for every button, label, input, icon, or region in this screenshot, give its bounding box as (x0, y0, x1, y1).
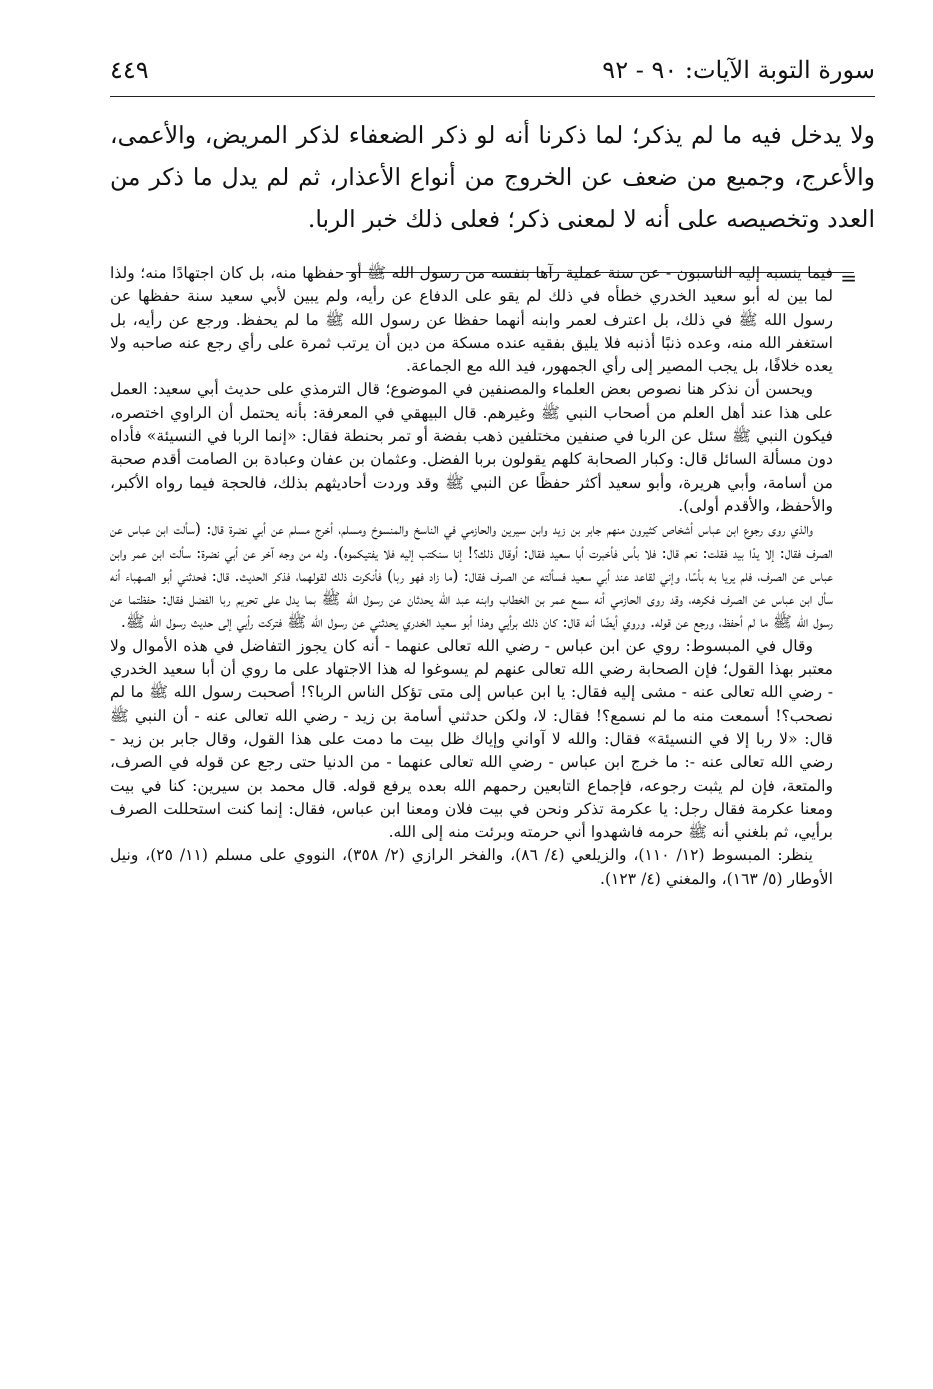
footnotes (110, 262, 833, 891)
footnote-paragraph: والذي روى رجوع ابن عباس أشخاص كثيرون منهم جابر بن زيد وابن سيرين والحازمي في الناسخ والمنسوخ ومسلم، أخرج مسلم عن أبي نضرة قال: (سألت ابن عباس عن الصرف فقال: إلا يدًا بيد فقلت: نعم قال: فلا بأس فأخبرت أبا سعيد فقال: أوقال ذلك؟! إنا سنكتب إليه فلا يفتيكموه). وله من وجه آخر عن أبي نضرة: سألت ابن عمر وابن عباس عن الصرف، فلم يريا به بأسًا، وإني لقاعد عند أبي سعيد فسألته عن الصرف فقال: (ما زاد فهو ربا) فأنكرت ذلك لقولهما، فذكر الحديث. قال: فحدثني أبو الصهباء أنه سأل ابن عباس عن الصرف فكرهه، وقد روى الحازمي أنه سمع عمر بن الخطاب وابنه عبد الله يحدثان عن رسول الله ﷺ بما يدل على تحريم ربا الفضل فقال: حفظتما عن رسول الله ﷺ ما لم أحفظ، ورجع عن قوله. وروي أيضًا أنه قال: كان ذلك برأيي وهذا أبو سعيد الخدري يحدثني عن رسول الله ﷺ فتركت رأيي إلى حديث رسول الله ﷺ. (110, 520, 833, 632)
footnote-paragraph: فيما ينسبه إليه الناسبون - عن سنة عملية رآها بنفسه من رسول الله ﷺ أو حفظها منه، بل كان اجتهادًا منه؛ ولذا لما بين له أبو سعيد الخدري خطأه في ذلك لم يقو على الدفاع عن رأيه، ولم يبين لأبي سعيد سنة حفظها عن رسول الله ﷺ في ذلك، بل اعترف لعمر وابنه أنهما حفظا عن رسول الله ﷺ ما لم يحفظ. ورجع عن رأيه، بل استغفر الله منه، وعده ذنبًا أذنبه فلا يليق بفقيه عنده مسكة من دين أن يرتب ثمرة على رأي رجع عنه صاحبه ولا يعده خلافًا، بل يجب المصير إلى رأي الجمهور، فيد الله مع الجماعة. (110, 264, 833, 376)
page-number: ٤٤٩ (110, 56, 149, 84)
footnote-paragraph: ويحسن أن نذكر هنا نصوص بعض العلماء والمصنفين في الموضوع؛ قال الترمذي على حديث أبي سعيد: العمل على هذا عند أهل العلم من أصحاب النبي ﷺ وغيرهم. قال البيهقي في المعرفة: بأنه يحتمل أن الراوي اختصره، فيكون النبي ﷺ سئل عن الربا في صنفين مختلفين ذهب بفضة أو تمر بحنطة فقال: «إنما الربا في النسيئة» فأداه دون مسألة السائل قال: وكبار الصحابة كلهم يقولون بربا الفضل. وعثمان بن عفان وعبادة بن الصامت أقدم صحبة من أسامة، وأبي هريرة، وأبو سعيد أكثر حفظًا عن النبي ﷺ وقد وردت أحاديثهم بذلك، فالحجة فيما رواه الأكبر، والأحفظ، والأقدم أولى). (110, 380, 833, 515)
running-title: سورة التوبة الآيات: ٩٠ - ٩٢ (602, 56, 875, 84)
page-header (110, 52, 875, 97)
footnote-references: ينظر: المبسوط (١٢/ ١١٠)، والزيلعي (٤/ ٨٦)، والفخر الرازي (٢/ ٣٥٨)، النووي على مسلم (١١/ ٢٥)، ونيل الأوطار (٥/ ١٦٣)، والمغني (٤/ ١٢٣). (110, 846, 833, 888)
main-paragraph: ولا يدخل فيه ما لم يذكر؛ لما ذكرنا أنه لو ذكر الضعفاء لذكر المريض، والأعمى، والأعرج، وجميع من ضعف عن الخروج من أنواع الأعذار، ثم لم يدل ما ذكر من العدد وتخصيصه على أنه لا لمعنى ذكر؛ فعلى ذلك خبر الربا. (110, 121, 875, 233)
main-text (110, 114, 875, 240)
footnote-paragraph: وقال في المبسوط: روي عن ابن عباس - رضي الله تعالى عنهما - أنه كان يجوز التفاضل في هذه الأموال ولا معتبر بهذا القول؛ فإن الصحابة رضي الله تعالى عنهم لم يسوغوا له هذا الاجتهاد على ما روي أن أبا سعيد الخدري - رضي الله تعالى عنه - مشى إليه فقال: يا ابن عباس إلى متى تؤكل الناس الربا؟! أصحبت رسول الله ﷺ ما لم نصحب؟! أسمعت منه ما لم نسمع؟! فقال: لا، ولكن حدثني أسامة بن زيد - رضي الله تعالى عنه - أن النبي ﷺ قال: «لا ربا إلا في النسيئة» فقال: والله لا آواني وإياك ظل بيت ما دمت على هذا القول، وقال جابر بن زيد - رضي الله تعالى عنه -: ما خرج ابن عباس - رضي الله تعالى عنهما - من الدنيا حتى رجع عن قوله في الصرف، والمتعة، فإن لم يثبت رجوعه، فإجماع التابعين رحمهم الله بعده يرفع قوله. قال محمد بن سيرين: كنا في بيت ومعنا عكرمة فقال رجل: يا عكرمة تذكر ونحن في بيت فلان ومعنا ابن عباس، فقال: إنما كنت استحللت الصرف برأيي، ثم بلغني أنه ﷺ حرمه فاشهدوا أني حرمته وبرئت منه إلى الله. (110, 636, 833, 842)
footnote-continuation-marker: = (840, 266, 857, 290)
